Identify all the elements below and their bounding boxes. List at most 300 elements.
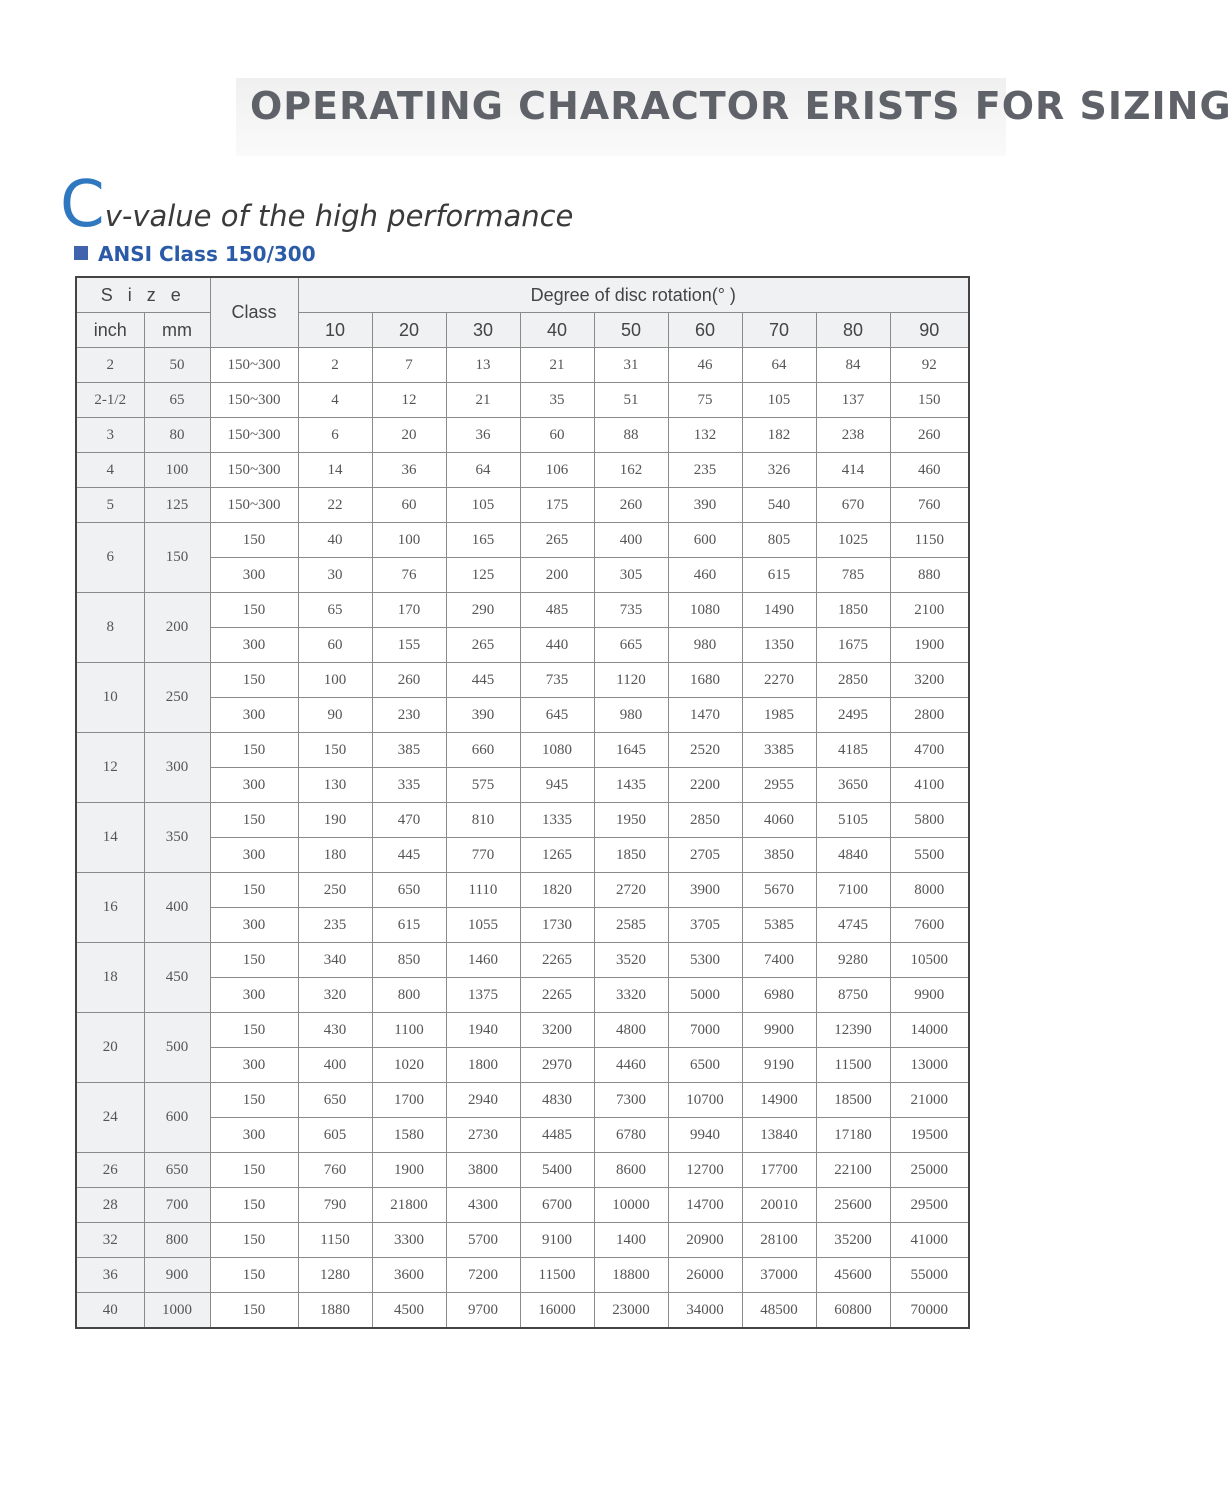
cv-value-cell: 76: [372, 558, 446, 593]
cv-value-cell: 105: [742, 383, 816, 418]
degree-header: 40: [520, 313, 594, 348]
cv-value-cell: 18500: [816, 1083, 890, 1118]
cv-value-cell: 260: [372, 663, 446, 698]
cv-value-cell: 7000: [668, 1013, 742, 1048]
cv-value-cell: 1150: [298, 1223, 372, 1258]
cv-value-cell: 980: [668, 628, 742, 663]
cv-value-cell: 320: [298, 978, 372, 1013]
table-row: [76, 873, 969, 908]
cv-value-cell: 650: [372, 873, 446, 908]
cv-value-cell: 3200: [890, 663, 969, 698]
cv-value-cell: 6700: [520, 1188, 594, 1223]
cv-value-cell: 1800: [446, 1048, 520, 1083]
cv-value-cell: 92: [890, 348, 969, 383]
cv-value-cell: 1350: [742, 628, 816, 663]
class-cell: 150~300: [210, 418, 298, 453]
cv-value-cell: 414: [816, 453, 890, 488]
table-row: [76, 908, 969, 943]
cv-value-cell: 390: [446, 698, 520, 733]
cv-value-cell: 105: [446, 488, 520, 523]
cv-value-cell: 770: [446, 838, 520, 873]
cv-value-cell: 3320: [594, 978, 668, 1013]
degree-header: 70: [742, 313, 816, 348]
cv-value-cell: 2495: [816, 698, 890, 733]
size-mm-cell: 65: [144, 383, 210, 418]
table-row: [76, 1083, 969, 1118]
cv-value-cell: 3300: [372, 1223, 446, 1258]
degree-header: 80: [816, 313, 890, 348]
cv-value-cell: 400: [298, 1048, 372, 1083]
table-row: [76, 383, 969, 418]
cv-value-cell: 34000: [668, 1293, 742, 1329]
size-mm-cell: 80: [144, 418, 210, 453]
cv-value-cell: 9900: [742, 1013, 816, 1048]
cv-value-cell: 615: [372, 908, 446, 943]
cv-value-cell: 265: [446, 628, 520, 663]
table-row: [76, 593, 969, 628]
cv-value-cell: 460: [890, 453, 969, 488]
cv-value-cell: 1700: [372, 1083, 446, 1118]
cv-value-cell: 235: [298, 908, 372, 943]
cv-value-cell: 1680: [668, 663, 742, 698]
cv-value-cell: 1280: [298, 1258, 372, 1293]
cv-value-cell: 100: [372, 523, 446, 558]
cv-value-cell: 5500: [890, 838, 969, 873]
cv-value-cell: 70000: [890, 1293, 969, 1329]
size-mm-cell: 250: [144, 663, 210, 733]
cv-value-cell: 17180: [816, 1118, 890, 1153]
cv-value-cell: 3520: [594, 943, 668, 978]
cv-value-cell: 1985: [742, 698, 816, 733]
cv-value-cell: 125: [446, 558, 520, 593]
cv-value-cell: 18800: [594, 1258, 668, 1293]
class-cell: 300: [210, 628, 298, 663]
cv-value-cell: 130: [298, 768, 372, 803]
subtitle-initial: C: [60, 168, 105, 242]
class-cell: 150: [210, 1083, 298, 1118]
cv-value-cell: 6500: [668, 1048, 742, 1083]
size-inch-cell: 26: [76, 1153, 144, 1188]
cv-value-cell: 35200: [816, 1223, 890, 1258]
cv-value-cell: 1080: [520, 733, 594, 768]
cv-value-cell: 460: [668, 558, 742, 593]
page-title: OPERATING CHARACTOR ERISTS FOR SIZING: [250, 84, 1232, 128]
cv-value-cell: 4185: [816, 733, 890, 768]
cv-value-cell: 2850: [816, 663, 890, 698]
cv-value-cell: 1150: [890, 523, 969, 558]
cv-value-cell: 25600: [816, 1188, 890, 1223]
cv-value-cell: 2970: [520, 1048, 594, 1083]
table-row: [76, 418, 969, 453]
size-inch-cell: 6: [76, 523, 144, 593]
cv-value-cell: 326: [742, 453, 816, 488]
cv-value-cell: 2200: [668, 768, 742, 803]
class-cell: 150: [210, 1293, 298, 1329]
cv-value-cell: 64: [742, 348, 816, 383]
cv-value-cell: 10000: [594, 1188, 668, 1223]
cv-value-cell: 790: [298, 1188, 372, 1223]
class-cell: 150: [210, 1153, 298, 1188]
cv-value-cell: 1025: [816, 523, 890, 558]
cv-value-cell: 180: [298, 838, 372, 873]
cv-value-cell: 8600: [594, 1153, 668, 1188]
class-cell: 150: [210, 1223, 298, 1258]
size-mm-cell: 900: [144, 1258, 210, 1293]
size-mm-cell: 50: [144, 348, 210, 383]
cv-value-cell: 735: [594, 593, 668, 628]
cv-value-cell: 1055: [446, 908, 520, 943]
cv-value-cell: 2850: [668, 803, 742, 838]
cv-value-cell: 36: [446, 418, 520, 453]
cv-value-cell: 7300: [594, 1083, 668, 1118]
size-inch-cell: 16: [76, 873, 144, 943]
cv-value-cell: 60: [372, 488, 446, 523]
degree-header: 90: [890, 313, 969, 348]
cv-value-cell: 645: [520, 698, 594, 733]
table-row: [76, 1223, 969, 1258]
cv-value-cell: 760: [298, 1153, 372, 1188]
cv-value-cell: 75: [668, 383, 742, 418]
cv-value-cell: 230: [372, 698, 446, 733]
cv-value-cell: 600: [668, 523, 742, 558]
cv-value-cell: 1110: [446, 873, 520, 908]
cv-value-cell: 850: [372, 943, 446, 978]
cv-value-cell: 800: [372, 978, 446, 1013]
cv-value-cell: 26000: [668, 1258, 742, 1293]
class-cell: 300: [210, 838, 298, 873]
class-cell: 300: [210, 558, 298, 593]
cv-value-cell: 260: [594, 488, 668, 523]
cv-value-cell: 305: [594, 558, 668, 593]
degree-header: 60: [668, 313, 742, 348]
cv-value-cell: 665: [594, 628, 668, 663]
cv-value-cell: 1580: [372, 1118, 446, 1153]
cv-value-cell: 4: [298, 383, 372, 418]
cv-value-cell: 880: [890, 558, 969, 593]
size-mm-cell: 450: [144, 943, 210, 1013]
cv-value-cell: 810: [446, 803, 520, 838]
cv-value-cell: 1490: [742, 593, 816, 628]
cv-value-cell: 385: [372, 733, 446, 768]
cv-value-cell: 7100: [816, 873, 890, 908]
cv-value-cell: 735: [520, 663, 594, 698]
size-mm-cell: 150: [144, 523, 210, 593]
cv-value-cell: 2800: [890, 698, 969, 733]
size-mm-cell: 200: [144, 593, 210, 663]
table-body: [76, 348, 969, 1329]
size-mm-cell: 350: [144, 803, 210, 873]
table-row: [76, 1118, 969, 1153]
cv-value-cell: 20010: [742, 1188, 816, 1223]
class-cell: 150: [210, 1188, 298, 1223]
cv-value-cell: 3385: [742, 733, 816, 768]
cv-value-cell: 150: [298, 733, 372, 768]
cv-value-cell: 4830: [520, 1083, 594, 1118]
size-inch-cell: 10: [76, 663, 144, 733]
cv-value-cell: 238: [816, 418, 890, 453]
cv-value-cell: 21800: [372, 1188, 446, 1223]
size-inch-cell: 12: [76, 733, 144, 803]
cv-value-cell: 9700: [446, 1293, 520, 1329]
table-header: [76, 277, 969, 348]
cv-value-cell: 36: [372, 453, 446, 488]
cv-value-cell: 4840: [816, 838, 890, 873]
cv-value-cell: 335: [372, 768, 446, 803]
cv-value-cell: 1120: [594, 663, 668, 698]
table-row: [76, 698, 969, 733]
cv-value-cell: 4485: [520, 1118, 594, 1153]
cv-value-cell: 14700: [668, 1188, 742, 1223]
cv-value-cell: 1940: [446, 1013, 520, 1048]
cv-value-cell: 6: [298, 418, 372, 453]
table-row: [76, 803, 969, 838]
cv-value-cell: 2265: [520, 978, 594, 1013]
cv-value-cell: 1675: [816, 628, 890, 663]
cv-value-cell: 3900: [668, 873, 742, 908]
cv-value-cell: 84: [816, 348, 890, 383]
class-cell: 150: [210, 873, 298, 908]
cv-value-cell: 20: [372, 418, 446, 453]
cv-value-cell: 100: [298, 663, 372, 698]
cv-value-cell: 2585: [594, 908, 668, 943]
cv-value-cell: 25000: [890, 1153, 969, 1188]
cv-value-cell: 31: [594, 348, 668, 383]
cv-value-cell: 13840: [742, 1118, 816, 1153]
cv-value-cell: 235: [668, 453, 742, 488]
cv-value-cell: 7600: [890, 908, 969, 943]
cv-value-cell: 45600: [816, 1258, 890, 1293]
cv-value-cell: 1100: [372, 1013, 446, 1048]
cv-value-cell: 1880: [298, 1293, 372, 1329]
cv-value-cell: 4060: [742, 803, 816, 838]
cv-value-cell: 2: [298, 348, 372, 383]
table-row: [76, 1153, 969, 1188]
size-inch-cell: 5: [76, 488, 144, 523]
cv-value-cell: 1335: [520, 803, 594, 838]
cv-value-cell: 150: [890, 383, 969, 418]
cv-value-cell: 260: [890, 418, 969, 453]
cv-value-cell: 575: [446, 768, 520, 803]
class-cell: 150: [210, 803, 298, 838]
cv-value-cell: 1900: [372, 1153, 446, 1188]
cv-value-cell: 540: [742, 488, 816, 523]
class-cell: 150: [210, 523, 298, 558]
cv-value-cell: 400: [594, 523, 668, 558]
size-mm-cell: 300: [144, 733, 210, 803]
cv-value-cell: 2730: [446, 1118, 520, 1153]
cv-value-cell: 5385: [742, 908, 816, 943]
cv-value-cell: 175: [520, 488, 594, 523]
size-mm-cell: 1000: [144, 1293, 210, 1329]
cv-value-cell: 7400: [742, 943, 816, 978]
cv-value-cell: 37000: [742, 1258, 816, 1293]
class-cell: 150: [210, 733, 298, 768]
class-cell: 300: [210, 698, 298, 733]
cv-value-cell: 340: [298, 943, 372, 978]
size-mm-cell: 400: [144, 873, 210, 943]
table-row: [76, 978, 969, 1013]
table-row: [76, 488, 969, 523]
class-cell: 150: [210, 1013, 298, 1048]
size-inch-cell: 3: [76, 418, 144, 453]
cv-value-cell: 3800: [446, 1153, 520, 1188]
cv-value-cell: 90: [298, 698, 372, 733]
cv-value-cell: 2100: [890, 593, 969, 628]
square-bullet-icon: [74, 246, 88, 260]
cv-value-cell: 182: [742, 418, 816, 453]
cv-value-cell: 1950: [594, 803, 668, 838]
cv-value-cell: 670: [816, 488, 890, 523]
cv-value-cell: 41000: [890, 1223, 969, 1258]
cv-value-cell: 4700: [890, 733, 969, 768]
size-inch-cell: 18: [76, 943, 144, 1013]
cv-value-cell: 16000: [520, 1293, 594, 1329]
cv-value-cell: 4800: [594, 1013, 668, 1048]
class-cell: 300: [210, 1048, 298, 1083]
cv-value-cell: 17700: [742, 1153, 816, 1188]
cv-value-cell: 470: [372, 803, 446, 838]
mm-header: mm: [144, 313, 210, 348]
size-header: S i z e: [76, 277, 210, 313]
cv-value-cell: 3650: [816, 768, 890, 803]
table-row: [76, 838, 969, 873]
cv-value-cell: 2520: [668, 733, 742, 768]
cv-value-cell: 21: [520, 348, 594, 383]
class-cell: 150: [210, 1258, 298, 1293]
cv-value-cell: 13000: [890, 1048, 969, 1083]
cv-value-cell: 250: [298, 873, 372, 908]
cv-value-cell: 21: [446, 383, 520, 418]
degree-header: 50: [594, 313, 668, 348]
cv-value-cell: 785: [816, 558, 890, 593]
cv-value-cell: 7: [372, 348, 446, 383]
size-inch-cell: 28: [76, 1188, 144, 1223]
cv-value-cell: 22: [298, 488, 372, 523]
table-row: [76, 1188, 969, 1223]
cv-value-cell: 615: [742, 558, 816, 593]
header-row-2: [76, 313, 969, 348]
table-row: [76, 558, 969, 593]
cv-value-cell: 155: [372, 628, 446, 663]
degree-header: 30: [446, 313, 520, 348]
size-inch-cell: 40: [76, 1293, 144, 1329]
cv-value-cell: 2270: [742, 663, 816, 698]
cv-value-cell: 9100: [520, 1223, 594, 1258]
cv-value-cell: 10700: [668, 1083, 742, 1118]
cv-value-cell: 40: [298, 523, 372, 558]
size-inch-cell: 4: [76, 453, 144, 488]
table-row: [76, 1048, 969, 1083]
cv-value-cell: 805: [742, 523, 816, 558]
cv-value-cell: 28100: [742, 1223, 816, 1258]
cv-value-cell: 945: [520, 768, 594, 803]
class-cell: 150~300: [210, 383, 298, 418]
cv-value-cell: 1900: [890, 628, 969, 663]
cv-value-cell: 1460: [446, 943, 520, 978]
cv-value-cell: 440: [520, 628, 594, 663]
class-cell: 300: [210, 978, 298, 1013]
cv-value-cell: 14900: [742, 1083, 816, 1118]
cv-value-cell: 1080: [668, 593, 742, 628]
cv-value-cell: 48500: [742, 1293, 816, 1329]
cv-value-cell: 3705: [668, 908, 742, 943]
table-row: [76, 663, 969, 698]
cv-value-cell: 12700: [668, 1153, 742, 1188]
cv-value-cell: 1470: [668, 698, 742, 733]
cv-value-cell: 445: [372, 838, 446, 873]
size-inch-cell: 2: [76, 348, 144, 383]
cv-value-cell: 3200: [520, 1013, 594, 1048]
cv-value-cell: 1435: [594, 768, 668, 803]
size-mm-cell: 800: [144, 1223, 210, 1258]
cv-value-cell: 1820: [520, 873, 594, 908]
cv-value-cell: 12390: [816, 1013, 890, 1048]
subtitle: [60, 168, 573, 242]
cv-value-cell: 9190: [742, 1048, 816, 1083]
class-cell: 150~300: [210, 348, 298, 383]
cv-value-cell: 132: [668, 418, 742, 453]
cv-value-cell: 760: [890, 488, 969, 523]
class-header: Class: [210, 277, 298, 348]
class-cell: 150: [210, 663, 298, 698]
section-heading: [74, 242, 316, 266]
cv-value-cell: 30: [298, 558, 372, 593]
cv-value-cell: 430: [298, 1013, 372, 1048]
size-mm-cell: 125: [144, 488, 210, 523]
cv-value-cell: 23000: [594, 1293, 668, 1329]
cv-value-cell: 5800: [890, 803, 969, 838]
cv-value-cell: 5300: [668, 943, 742, 978]
cv-value-cell: 980: [594, 698, 668, 733]
size-mm-cell: 600: [144, 1083, 210, 1153]
cv-value-cell: 5700: [446, 1223, 520, 1258]
cv-value-cell: 165: [446, 523, 520, 558]
cv-value-cell: 10500: [890, 943, 969, 978]
cv-value-cell: 200: [520, 558, 594, 593]
cv-value-cell: 2940: [446, 1083, 520, 1118]
cv-value-cell: 485: [520, 593, 594, 628]
cv-value-cell: 1850: [816, 593, 890, 628]
size-mm-cell: 700: [144, 1188, 210, 1223]
cv-value-cell: 46: [668, 348, 742, 383]
table-row: [76, 733, 969, 768]
table-row: [76, 1013, 969, 1048]
cv-value-cell: 4100: [890, 768, 969, 803]
cv-value-cell: 1020: [372, 1048, 446, 1083]
section-heading-text: ANSI Class 150/300: [98, 242, 316, 266]
size-inch-cell: 20: [76, 1013, 144, 1083]
cv-value-cell: 5400: [520, 1153, 594, 1188]
cv-value-cell: 55000: [890, 1258, 969, 1293]
cv-value-cell: 2955: [742, 768, 816, 803]
inch-header: inch: [76, 313, 144, 348]
cv-value-cell: 35: [520, 383, 594, 418]
cv-value-cell: 4300: [446, 1188, 520, 1223]
cv-value-cell: 3850: [742, 838, 816, 873]
degree-header: 10: [298, 313, 372, 348]
cv-value-cell: 1645: [594, 733, 668, 768]
table-row: [76, 628, 969, 663]
table-row: [76, 523, 969, 558]
cv-value-cell: 106: [520, 453, 594, 488]
cv-value-cell: 60: [520, 418, 594, 453]
cv-value-cell: 20900: [668, 1223, 742, 1258]
cv-value-cell: 170: [372, 593, 446, 628]
cv-value-cell: 9280: [816, 943, 890, 978]
cv-value-cell: 390: [668, 488, 742, 523]
cv-value-cell: 137: [816, 383, 890, 418]
size-inch-cell: 24: [76, 1083, 144, 1153]
